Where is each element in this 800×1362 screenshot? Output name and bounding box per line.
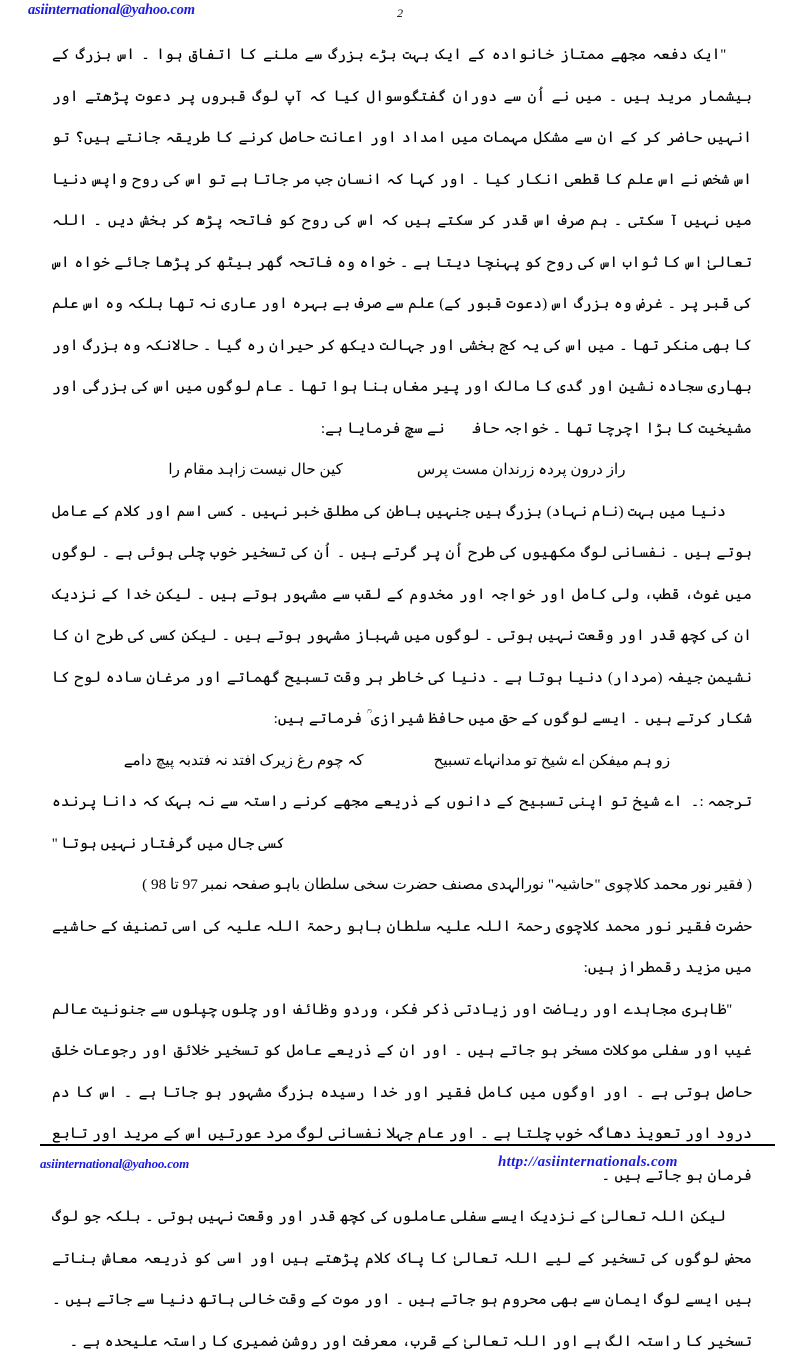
translation-label: ترجمہ :۔: [690, 793, 752, 810]
translation-text: اے شیخ تو اپنی تسبیح کے دانوں کے ذریعے مجھے کرنے راستہ سے نہ بہک کہ دانا پرندہ کسی جال میں گرفتار نہیں ہوتا '': [52, 793, 683, 852]
page-number: 2: [397, 6, 403, 20]
verse-1-hemistich-left: کین حال نیست زاہد مقام را: [168, 461, 343, 478]
paragraph-conclusion: لیکن اللہ تعالیٰ کے نزدیک ایسے سفلی عاملوں کی کچھ قدر اور وقعت نہیں ہوتی ۔ بلکہ جو لوگ محض لوگوں کی تسخیر کے لیے اللہ تعالیٰ کا پاک کلام پڑھتے ہیں اور اسی کو ذریعہ معاش بناتے ہیں ایسے لوگ ایمان سے بھی محروم ہو جاتے ہیں ۔ اور موت کے وقت خالی ہاتھ دنیا سے جاتے ہیں ۔ تسخیر کا راستہ الگ ہے اور اللہ تعالیٰ کے قرب، معرفت اور روشن ضمیری کا راستہ علیحدہ ہے ۔: [52, 1208, 752, 1350]
paragraph-false-saints: دنیا میں بہت (نام نہاد) بزرگ ہیں جنہیں باطن کی مطلق خبر نہیں ۔ کسی اسم اور کلام کے عامل ہوتے ہیں ۔ نفسانی لوگ مکھیوں کی طرح اُن پر گرتے ہیں ۔ اُن کی تسخیر خوب چلی ہوئی ہے ۔ لوگوں میں غوث، قطب، ولی کامل اور خواجہ اور مخدوم کے لقب سے مشہور ہوتے ہیں ۔ لیکن خدا کے نزدیک ان کی کچھ قدر اور وقعت نہیں ہوتی ۔ لوگوں میں شہباز مشہور ہوتے ہیں ۔ لیکن کسی کی طرح ان کا نشیمن جیفہ (مردار) دنیا ہوتا ہے ۔ دنیا کی خاطر ہر وقت تسبیح گھماتے اور مرغانِ سادہ لوح کا شکار کرتے ہیں ۔ ایسے لوگوں کے حق میں حافظ شیرازی ؒ فرماتے ہیں:: [52, 502, 752, 727]
verse-2-hemistich-right: زو ہم میفکن اے شیخ تو مدانہاے تسبیح: [433, 751, 671, 769]
footer-website-link[interactable]: http://asiinternationals.com: [498, 1154, 678, 1170]
verse-hafiz-couplet-1: [52, 449, 752, 491]
source-citation: ( فقیر نور محمد کلاچوی "حاشیہ" نورالہدی مصنف حضرت سخی سلطان باہو صفحہ نمبر 97 تا 98 ): [142, 876, 752, 893]
footer-divider: [40, 1144, 775, 1146]
verse-2-hemistich-left: کہ چوم رغ زیرک افتد نہ فتدبہ پیچ دامے: [123, 751, 364, 769]
paragraph-author-intro: حضرت فقیر نور محمد کلاچوی رحمۃ اللہ علیہ سلطان باہو رحمۃ اللہ علیہ کی اسی تصنیف کے حاشیے میں مزید رقمطراز ہیں:: [52, 917, 752, 976]
page-header: [0, 0, 800, 30]
paragraph-quoted-commentary: ''ظاہری مجاہدے اور ریاضت اور زیادتی ذکر فکر، وردو وظائف اور چلوں چپلوں سے جنونیت عالم غیب اور سفلی موکلات مسخر ہو جاتے ہیں ۔ اور ان کے ذریعے عامل کو تسخیر خلائق اور رجوعات خلق حاصل ہوتی ہے ۔ اور اوگوں میں کامل فقیر اور خدا رسیدہ بزرگ مشہور ہو جاتا ہے ۔ اس کا دم درود اور تعویذ دھاگہ خوب چلتا ہے ۔ اور عام جہلا نفسانی لوگ مرد عورتیں اس کے مرید اور تابع فرمان ہو جاتے ہیں ۔: [52, 1000, 752, 1184]
verse-hafiz-couplet-2: [52, 740, 752, 782]
paragraph-quoted-anecdote: ''ایک دفعہ مجھے ممتاز خانوادہ کے ایک بہت بڑے بزرگ سے ملنے کا اتفاق ہوا ۔ اس بزرگ کے بیشمار مرید ہیں ۔ میں نے اُن سے دوران گفتگوسوال کیا کہ آپ لوگ قبروں پر دعوت پڑھتے اور انہیں حاضر کر کے ان سے مشکل مہمات میں امداد اور اعانت حاصل کرنے کا طریقہ جانتے ہیں؟ تو اس شخص نے اس علم کا قطعی انکار کیا ۔ اور کہا کہ انسان جب مر جاتا ہے تو اس کی روح واپس دنیا میں نہیں آ سکتی ۔ ہم صرف اس قدر کر سکتے ہیں کہ اس کی روح کو فاتحہ پڑھ کر بخش دیں ۔ اللہ تعالیٰ اس کا ثواب اس کی روح کو پہنچا دیتا ہے ۔ خواہ وہ فاتحہ گھر بیٹھ کر پڑھا جائے خواہ اس کی قبر پر ۔ غرض وہ بزرگ اس (دعوت قبور کے) علم سے صرف بے بہرہ اور عاری نہ تھا بلکہ وہ اس علم کا بھی منکر تھا ۔ میں اس کی یہ کج بخشی اور جہالت دیکھ کر حیران رہ گیا ۔ حالانکہ وہ بزرگ اور بھاری سجادہ نشین اور گدی کا مالک اور پیر مغاں بنا ہوا تھا ۔ عام لوگوں میں اس کی بزرگی اور مشیخیت کا بڑا اچرچا تھا ۔ خواجہ حافظؒ نے سچ فرمایا ہے:: [52, 46, 752, 437]
verse-1-hemistich-right: راز درون پردہ زرندان مست پرس: [416, 461, 626, 478]
translation-line: [52, 781, 752, 864]
page-footer: [0, 1140, 800, 1200]
footer-email-link[interactable]: asiinternational@yahoo.com: [40, 1156, 189, 1171]
header-email-link[interactable]: asiinternational@yahoo.com: [28, 2, 195, 18]
